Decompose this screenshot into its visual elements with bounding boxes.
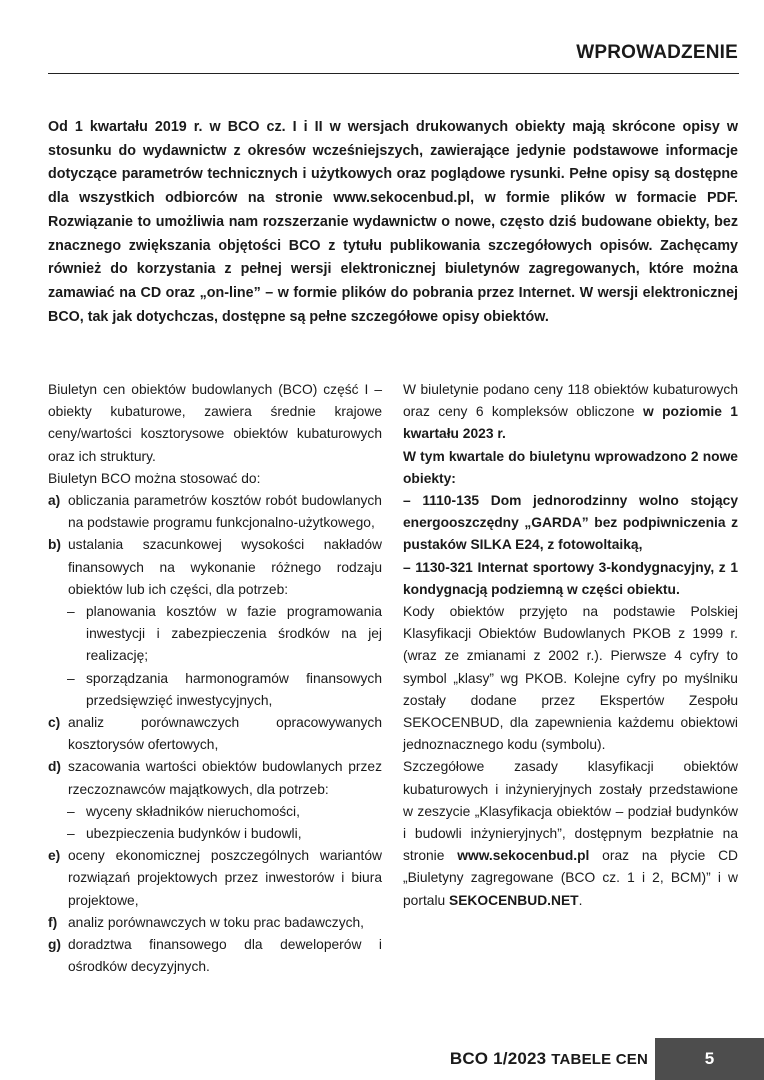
list-text: obliczania parametrów kosztów robót budowlanych na podstawie programu funkcjonalno-użytkowego, xyxy=(68,493,382,531)
text-span: . xyxy=(578,892,583,908)
dash-marker: – xyxy=(67,803,75,819)
new-object-1: – 1110-135 Dom jednorodzinny wolno stojący energooszczędny „GARDA” bez podpiwniczenia z pustaków SILKA E24, z fotowoltaiką, xyxy=(403,493,738,553)
new-object-2: – 1130-321 Internat sportowy 3-kondygnacyjny, z 1 kondygnacją podziemną w części obiektu. xyxy=(403,559,738,597)
header-rule xyxy=(48,73,739,74)
list-item-e xyxy=(48,845,382,912)
right-paragraph-2: W tym kwartale do biuletynu wprowadzono 2 nowe obiekty: xyxy=(403,448,738,486)
list-item-c xyxy=(48,712,382,756)
list-text: szacowania wartości obiektów budowlanych przez rzeczoznawców majątkowych, dla potrzeb: xyxy=(68,759,382,797)
list-letter: a) xyxy=(48,493,61,509)
footer-title xyxy=(450,1049,648,1069)
portal-name: SEKOCENBUD.NET xyxy=(449,892,579,908)
right-paragraph-6 xyxy=(403,756,738,911)
page-number: 5 xyxy=(655,1038,764,1080)
list-item-g xyxy=(48,934,382,978)
dash-marker: – xyxy=(67,826,75,842)
text-span: W biuletynie podano ceny 118 obiektów kubaturowych oraz ceny 6 kompleksów obliczone xyxy=(403,382,738,420)
list-item-f xyxy=(48,912,382,934)
list-letter: d) xyxy=(48,759,62,775)
list-text: oceny ekonomicznej poszczególnych wariantów rozwiązań projektowych przez inwestorów i biura projektowe, xyxy=(68,848,382,908)
list-item-a xyxy=(48,490,382,534)
intro-paragraph: Od 1 kwartału 2019 r. w BCO cz. I i II w wersjach drukowanych obiekty mają skrócone opisy w stosunku do wydawnictw z okresów wcześniejszych, zawierające jedynie podstawowe informacje dotyczące parametrów technicznych i użytkowych oraz poglądowe rysunki. Pełne opisy są dostępne dla wszystkich odbiorców na stronie www.sekocenbud.pl, w formie plików w formacie PDF. Rozwiązanie to umożliwia nam rozszerzanie wydawnictw o nowe, często dziś budowane obiekty, bez znacznego zwiększania objętości BCO z tytułu publikowania szczegółowych opisów. Zachęcamy również do korzystania z pełnej wersji elektronicznej biuletynów zagregowanych, które można zamawiać na CD oraz „on-line” – w formie plików do pobrania przez Internet. W wersji elektronicznej BCO, tak jak dotychczas, dostępne są pełne szczegółowe opisy obiektów. xyxy=(48,119,738,325)
list-text: analiz porównawczych w toku prac badawczych, xyxy=(68,914,365,930)
footer-title-sub: TABELE CEN xyxy=(551,1051,648,1068)
text-span: oraz na płycie CD „Biuletyny zagregowane (BCO cz. 1 i 2, BCM)” i w portalu xyxy=(403,848,738,908)
sub-item-text: planowania kosztów w fazie programowania inwestycji i zabezpieczenia środków na jej realizację; xyxy=(86,604,382,664)
text-span: Szczegółowe zasady klasyfikacji obiektów kubaturowych i inżynieryjnych zostały przedstawione w zeszycie „Klasyfikacja obiektów – podział budynków i budowli inżynieryjnych”, dostępnym bezpłatnie na stronie xyxy=(403,759,738,864)
sub-item xyxy=(48,601,382,668)
sub-item xyxy=(48,668,382,712)
sub-item-text: wyceny składników nieruchomości, xyxy=(86,803,300,819)
sub-item xyxy=(48,823,382,845)
left-paragraph-1: Biuletyn cen obiektów budowlanych (BCO) część I – obiekty kubaturowe, zawiera średnie krajowe ceny/wartości kosztorysowe obiektów kubaturowych oraz ich struktury. xyxy=(48,382,382,464)
right-paragraph-1 xyxy=(403,379,738,446)
footer-title-main: BCO 1/2023 xyxy=(449,1049,552,1068)
section-title: WPROWADZENIE xyxy=(576,42,738,63)
list-letter: c) xyxy=(48,715,61,731)
list-text: doradztwa finansowego dla deweloperów i ośrodków decyzyjnych. xyxy=(68,937,382,975)
dash-marker: – xyxy=(67,670,75,686)
right-column xyxy=(403,379,738,912)
list-letter: g) xyxy=(48,937,62,953)
left-paragraph-2: Biuletyn BCO można stosować do: xyxy=(48,470,261,486)
website-link: www.sekocenbud.pl xyxy=(457,848,590,864)
sub-item xyxy=(48,801,382,823)
list-text: ustalania szacunkowej wysokości nakładów finansowych na wykonanie różnego rodzaju obiektów lub ich części, dla potrzeb: xyxy=(68,537,382,597)
left-column xyxy=(48,379,382,978)
list-letter: b) xyxy=(48,537,62,553)
right-paragraph-5: Kody obiektów przyjęto na podstawie Polskiej Klasyfikacji Obiektów Budowlanych PKOB z 1999 r. (wraz ze zmianami z 2002 r.). Pierwsze 4 cyfry to symbol „klasy” wg PKOB. Kolejne cyfry po myślniku zostały dodane przez Ekspertów Zespołu SEKOCENBUD, dla zapewnienia każdemu obiektowi jednoznacznego kodu (symbolu). xyxy=(403,604,738,753)
list-letter: f) xyxy=(48,914,58,930)
dash-marker: – xyxy=(67,604,75,620)
bold-span: w poziomie 1 kwartału 2023 r. xyxy=(403,404,738,442)
list-text: analiz porównawczych opracowywanych kosztorysów ofertowych, xyxy=(68,715,382,753)
list-letter: e) xyxy=(48,848,61,864)
sub-item-text: ubezpieczenia budynków i budowli, xyxy=(86,826,302,842)
list-item-b xyxy=(48,534,382,601)
sub-item-text: sporządzania harmonogramów finansowych przedsięwzięć inwestycyjnych, xyxy=(86,670,382,708)
list-item-d xyxy=(48,756,382,800)
